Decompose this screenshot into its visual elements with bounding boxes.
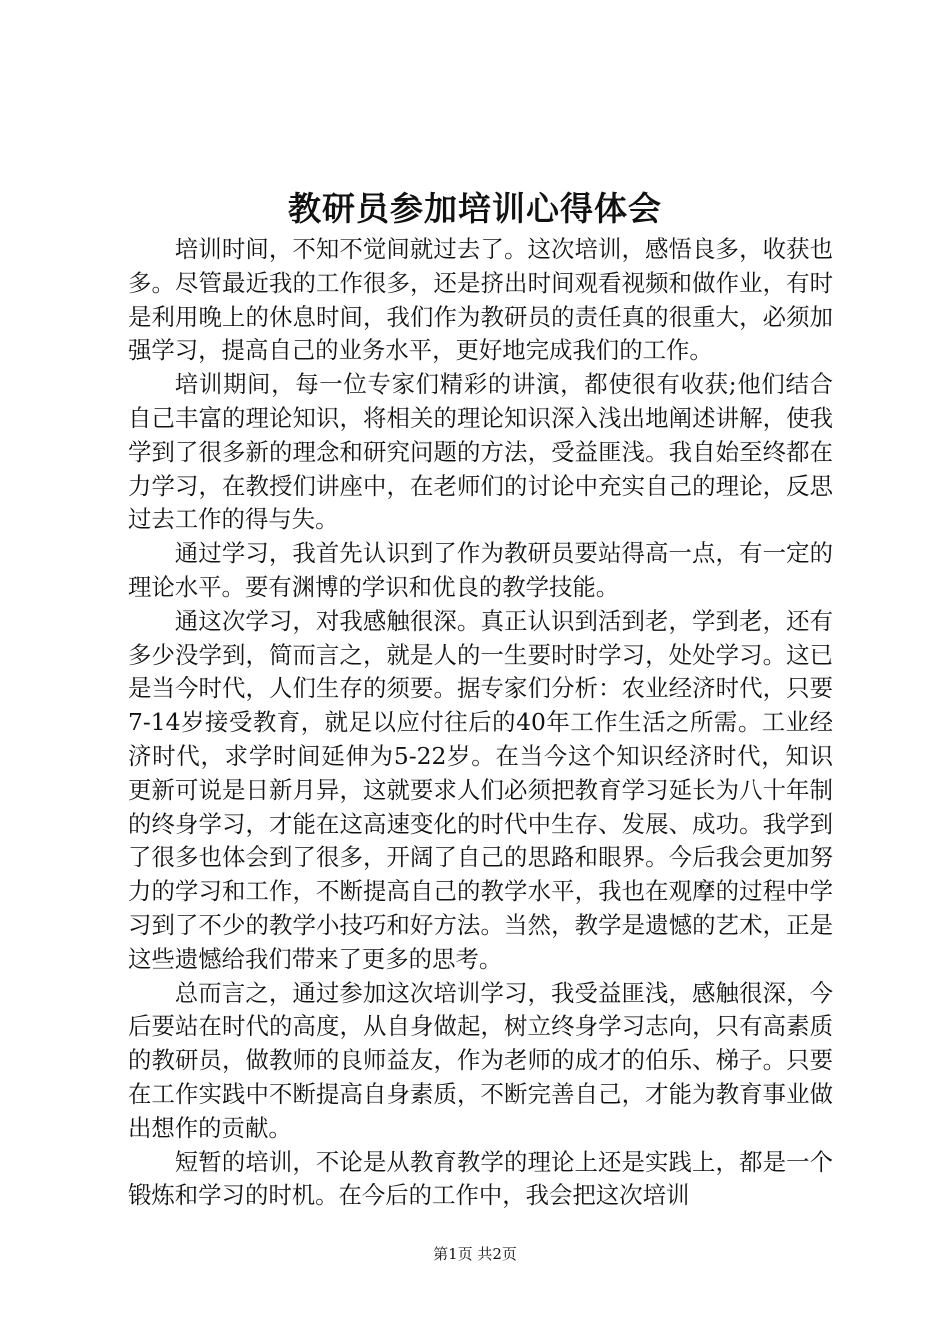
document-body	[128, 233, 833, 1213]
document-title: 教研员参加培训心得体会	[288, 189, 662, 228]
paragraph-1: 培训时间，不知不觉间就过去了。这次培训，感悟良多，收获也多。尽管最近我的工作很多，还是挤出时间观看视频和做作业，有时是利用晚上的休息时间，我们作为教研员的责任真的很重大，必须加强学习，提高自己的业务水平，更好地完成我们的工作。	[128, 235, 833, 365]
paragraph-5: 总而言之，通过参加这次培训学习，我受益匪浅，感触很深，今后要站在时代的高度，从自身做起，树立终身学习志向，只有高素质的教研员，做教师的良师益友，作为老师的成才的伯乐、梯子。只要在工作实践中不断提高自身素质，不断完善自己，才能为教育事业做出想作的贡献。	[128, 978, 833, 1142]
page-footer: 第1页 共2页	[433, 1245, 517, 1263]
paragraph-2: 培训期间，每一位专家们精彩的讲演，都使很有收获;他们结合自己丰富的理论知识，将相关的理论知识深入浅出地阐述讲解，使我学到了很多新的理念和研究问题的方法，受益匪浅。我自始至终都在力学习，在教授们讲座中，在老师们的讨论中充实自己的理论，反思过去工作的得与失。	[128, 370, 833, 534]
paragraph-6: 短暂的培训，不论是从教育教学的理论上还是实践上，都是一个锻炼和学习的时机。在今后的工作中，我会把这次培训	[128, 1147, 833, 1210]
paragraph-4: 通这次学习，对我感触很深。真正认识到活到老，学到老，还有多少没学到，简而言之，就是人的一生要时时学习，处处学习。这已是当今时代，人们生存的须要。据专家们分析：农业经济时代，只要7-14岁接受教育，就足以应付往后的40年工作生活之所需。工业经济时代，求学时间延伸为5-22岁。在当今这个知识经济时代，知识更新可说是日新月异，这就要求人们必须把教育学习延长为八十年制的终身学习，才能在这高速变化的时代中生存、发展、成功。我学到了很多也体会到了很多，开阔了自己的思路和眼界。今后我会更加努力的学习和工作，不断提高自己的教学水平，我也在观摩的过程中学习到了不少的教学小技巧和好方法。当然，教学是遗憾的艺术，正是这些遗憾给我们带来了更多的思考。	[128, 606, 833, 973]
paragraph-3: 通过学习，我首先认识到了作为教研员要站得高一点，有一定的理论水平。要有渊博的学识和优良的教学技能。	[128, 539, 833, 601]
